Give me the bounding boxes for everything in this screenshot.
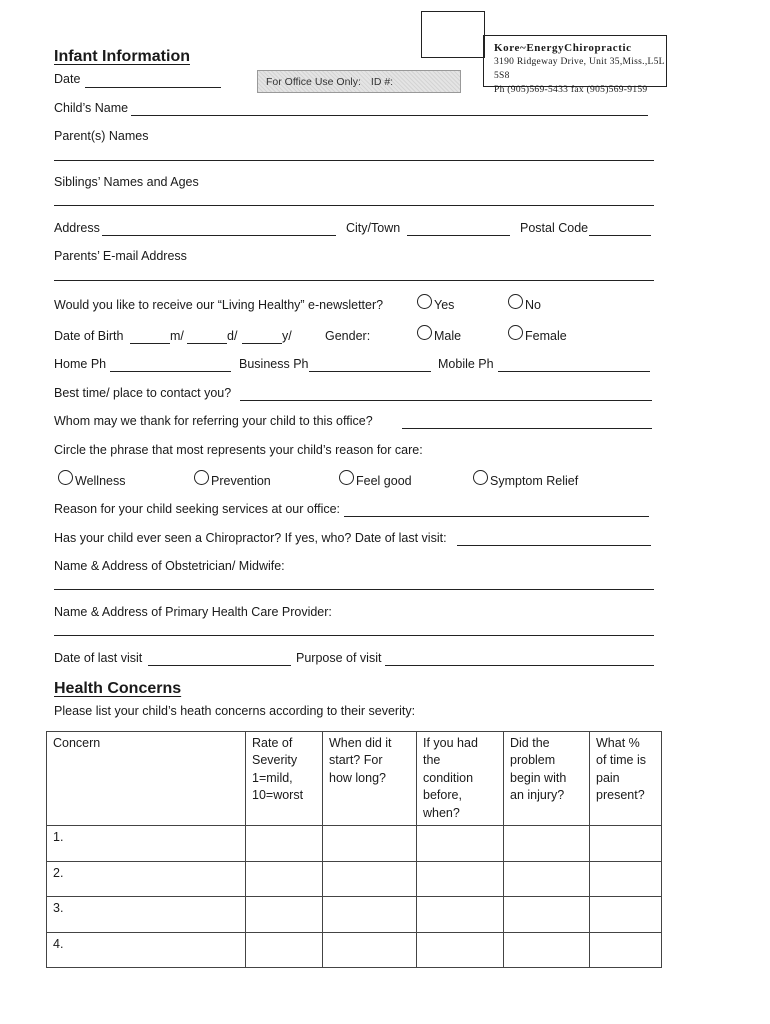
header-line: Severity [252,753,298,768]
dob-month-field[interactable] [130,343,170,344]
header-line: Did the [510,736,550,750]
primary-care-label: Name & Address of Primary Health Care Provider: [54,605,332,619]
dob-day-suffix: d/ [227,329,238,343]
table-cell[interactable] [504,932,590,968]
care-prevention-radio[interactable] [194,470,209,485]
care-feel-good-radio[interactable] [339,470,354,485]
header-line: 1=mild, [252,770,293,785]
table-cell[interactable] [246,897,323,933]
care-prevention-label: Prevention [211,474,271,488]
table-row [47,826,662,862]
care-feel-good-label: Feel good [356,474,412,488]
table-cell[interactable] [417,932,504,968]
siblings-label: Siblings’ Names and Ages [54,175,199,189]
city-label: City/Town [346,221,401,235]
table-cell[interactable] [246,861,323,897]
dob-year-field[interactable] [242,343,282,344]
care-wellness-label: Wellness [75,474,126,488]
header-line: What % [596,736,640,750]
header-line: Concern [53,736,101,750]
header-line: the [423,753,441,768]
table-cell[interactable] [504,826,590,862]
newsletter-yes-radio[interactable] [417,294,432,309]
header-previous [417,732,504,826]
table-row [47,861,662,897]
last-visit-label: Date of last visit [54,651,143,665]
table-cell[interactable] [590,826,662,862]
chiropractor-label: Has your child ever seen a Chiropractor? If yes, who? Date of last visit: [54,531,447,545]
gender-label: Gender: [325,329,371,343]
table-cell[interactable] [323,826,417,862]
email-label: Parents’ E-mail Address [54,249,187,263]
gender-male-radio[interactable] [417,325,432,340]
child-name-field[interactable] [131,115,648,116]
table-cell[interactable] [323,897,417,933]
header-line: before, [423,788,462,803]
table-cell[interactable] [417,826,504,862]
header-line: pain [596,770,620,785]
dob-year-suffix: y/ [282,329,292,343]
business-phone-label: Business Ph [239,357,309,371]
best-time-label: Best time/ place to contact you? [54,386,232,400]
siblings-field[interactable] [54,205,654,206]
obstetrician-label: Name & Address of Obstetrician/ Midwife: [54,559,285,573]
table-cell[interactable] [246,826,323,862]
clinic-address-line1: 3190 Ridgeway Drive, Unit 35,Miss.,L5L [494,57,665,67]
header-line: 10=worst [252,788,304,803]
referral-label: Whom may we thank for referring your child to this office? [54,414,373,428]
chiropractor-field[interactable] [457,545,651,546]
purpose-field[interactable] [385,665,654,666]
table-row [47,932,662,968]
dob-day-field[interactable] [187,343,227,344]
row-number[interactable]: 4. [47,932,246,968]
header-line: condition [423,770,474,785]
table-cell[interactable] [323,861,417,897]
postal-code-label: Postal Code [520,221,589,235]
office-id-label: ID #: [370,76,394,88]
gender-male-label: Male [434,329,462,343]
obstetrician-field[interactable] [54,589,654,590]
table-cell[interactable] [323,932,417,968]
postal-code-field[interactable] [589,235,651,236]
office-use-box [257,70,461,93]
header-line: when? [423,805,460,820]
newsletter-no-label: No [525,298,541,312]
date-label: Date [54,72,81,86]
newsletter-no-radio[interactable] [508,294,523,309]
gender-female-radio[interactable] [508,325,523,340]
table-cell[interactable] [504,897,590,933]
row-number[interactable]: 3. [47,897,246,933]
header-pain-percent [590,732,662,826]
reason-for-care-instruction: Circle the phrase that most represents your child’s reason for care: [54,443,423,457]
dob-month-suffix: m/ [170,329,184,343]
referral-field[interactable] [402,428,652,429]
clinic-address-line2: 5S8 [494,71,510,81]
clinic-name: Kore~EnergyChiropractic [494,42,632,54]
infant-information-heading: Infant Information [54,48,190,65]
reason-label: Reason for your child seeking services at our office: [54,502,341,516]
parents-names-label: Parent(s) Names [54,129,149,143]
table-cell[interactable] [504,861,590,897]
table-cell[interactable] [590,897,662,933]
table-header-row [47,732,662,826]
office-use-label: For Office Use Only: [266,76,361,88]
date-field[interactable] [85,87,221,88]
reason-field[interactable] [344,516,649,517]
header-line: how long? [329,770,386,785]
best-time-field[interactable] [240,400,652,401]
parents-names-field[interactable] [54,160,654,161]
mobile-phone-label: Mobile Ph [438,357,494,371]
last-visit-field[interactable] [148,665,291,666]
address-field[interactable] [102,235,336,236]
health-concerns-heading: Health Concerns [54,680,182,697]
purpose-label: Purpose of visit [296,651,382,665]
table-cell[interactable] [590,861,662,897]
care-symptom-relief-label: Symptom Relief [490,474,579,488]
header-line: start? For [329,753,383,768]
primary-care-field[interactable] [54,635,654,636]
row-number[interactable]: 1. [47,826,246,862]
table-cell[interactable] [417,861,504,897]
city-field[interactable] [407,235,510,236]
home-phone-field[interactable] [110,371,231,372]
header-line: begin with [510,770,567,785]
care-symptom-relief-radio[interactable] [473,470,488,485]
header-concern [47,732,246,826]
header-injury [504,732,590,826]
table-cell[interactable] [590,932,662,968]
photo-box [421,11,485,58]
health-concerns-table [46,731,662,968]
gender-female-label: Female [525,329,567,343]
mobile-phone-field[interactable] [498,371,650,372]
dob-label: Date of Birth [54,329,124,343]
header-severity [246,732,323,826]
table-cell[interactable] [246,932,323,968]
table-row [47,897,662,933]
clinic-phone-line: Ph (905)569-5433 fax (905)569-9159 [494,85,648,95]
address-label: Address [54,221,100,235]
home-phone-label: Home Ph [54,357,107,371]
header-line: Rate of [252,736,293,750]
row-number[interactable]: 2. [47,861,246,897]
health-concerns-instruction: Please list your child’s heath concerns according to their severity: [54,704,416,718]
header-line: of time is [596,753,647,768]
table-cell[interactable] [417,897,504,933]
child-name-label: Child’s Name [54,101,129,115]
header-line: present? [596,788,645,803]
header-line: problem [510,753,556,768]
header-line: If you had [423,736,478,750]
email-field[interactable] [54,280,654,281]
clinic-info-box [483,35,667,95]
header-start [323,732,417,826]
header-line: When did it [329,736,392,750]
newsletter-question: Would you like to receive our “Living Healthy” e-newsletter? [54,298,384,312]
business-phone-field[interactable] [309,371,431,372]
care-wellness-radio[interactable] [58,470,73,485]
header-line: an injury? [510,788,565,803]
newsletter-yes-label: Yes [434,298,455,312]
